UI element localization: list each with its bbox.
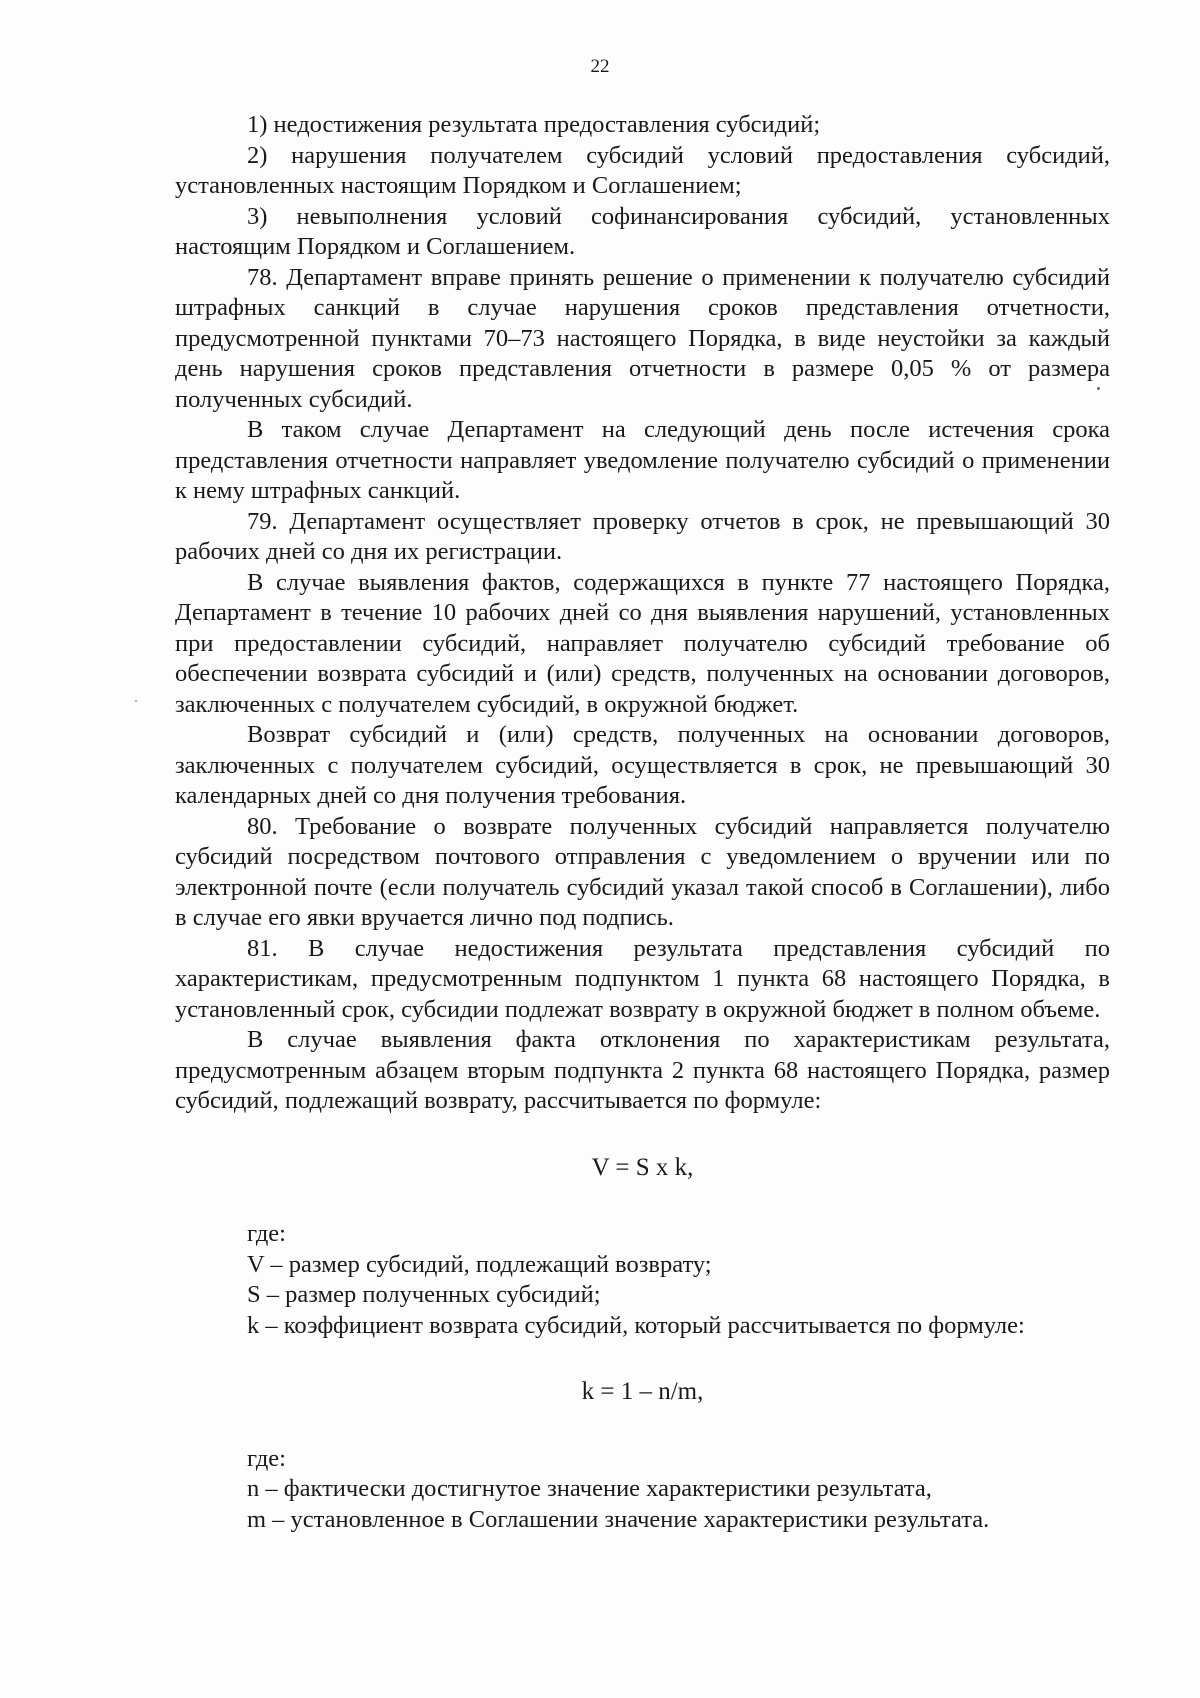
formula-k: k = 1 – n/m, (581, 1378, 704, 1405)
scan-speck (135, 700, 137, 702)
where1-item-v: V – размер субсидий, подлежащий возврату; (247, 1250, 712, 1278)
paragraph-item-3: 3) невыполнения условий софинансирования субсидий, установленных настоящим Порядком и Соглашением. (175, 202, 1110, 260)
paragraph-81: 81. В случае недостижения результата представления субсидий по характеристикам, предусмотренным подпунктом 1 пункта 68 настоящего Порядка, в установленный срок, субсидии подлежат возврату в окружной бюджет в полном объеме. (175, 934, 1110, 1023)
paragraph-79-cont: В случае выявления фактов, содержащихся в пункте 77 настоящего Порядка, Департамент в течение 10 рабочих дней со дня выявления нарушений, установленных при предоставлении субсидий, направляет получателю субсидий требование об обеспечении возврата субсидий и (или) средств, полученных на основании договоров, заключенных с получателем субсидий, в окружной бюджет. (175, 568, 1110, 718)
document-body (175, 110, 1110, 1535)
formula-v: V = S x k, (591, 1153, 694, 1181)
where1-item-k: k – коэффициент возврата субсидий, который рассчитывается по формуле: (247, 1311, 1025, 1339)
where2-item-n: n – фактически достигнутое значение характеристики результата, (247, 1475, 932, 1502)
paragraph-79: 79. Департамент осуществляет проверку отчетов в срок, не превышающий 30 рабочих дней со дня их регистрации. (175, 507, 1110, 565)
scan-speck (1097, 387, 1100, 390)
paragraph-item-1: 1) недостижения результата предоставления субсидий; (247, 111, 821, 138)
paragraph-81-cont: В случае выявления факта отклонения по характеристикам результата, предусмотренным абзацем вторым подпункта 2 пункта 68 настоящего Порядка, размер субсидий, подлежащий возврату, рассчитывается по формуле: (175, 1026, 1110, 1114)
page-number: 22 (590, 56, 610, 77)
paragraph-80: 80. Требование о возврате полученных субсидий направляется получателю субсидий посредством почтового отправления с уведомлением о вручении или по электронной почте (если получатель субсидий указал такой способ в Соглашении), либо в случае его явки вручается лично под подпись. (175, 812, 1110, 931)
paragraph-78: 78. Департамент вправе принять решение о применении к получателю субсидий штрафных санкций в случае нарушения сроков представления отчетности, предусмотренной пунктами 70–73 настоящего Порядка, в виде неустойки за каждый день нарушения сроков представления отчетности в размере 0,05 % от размера полученных субсидий. (175, 263, 1110, 413)
paragraph-79-return: Возврат субсидий и (или) средств, полученных на основании договоров, заключенных с получателем субсидий, осуществляется в срок, не превышающий 30 календарных дней со дня получения требования. (175, 721, 1110, 809)
where1-item-s: S – размер полученных субсидий; (247, 1281, 601, 1308)
paragraph-78-cont: В таком случае Департамент на следующий день после истечения срока представления отчетности направляет уведомление получателю субсидий о применении к нему штрафных санкций. (175, 416, 1110, 504)
where2-item-m: m – установленное в Соглашении значение характеристики результата. (247, 1505, 990, 1533)
paragraph-item-2: 2) нарушения получателем субсидий условий предоставления субсидий, установленных настоящим Порядком и Соглашением; (175, 141, 1110, 199)
where-label-1: где: (247, 1220, 286, 1247)
where-label-2: где: (247, 1444, 286, 1472)
